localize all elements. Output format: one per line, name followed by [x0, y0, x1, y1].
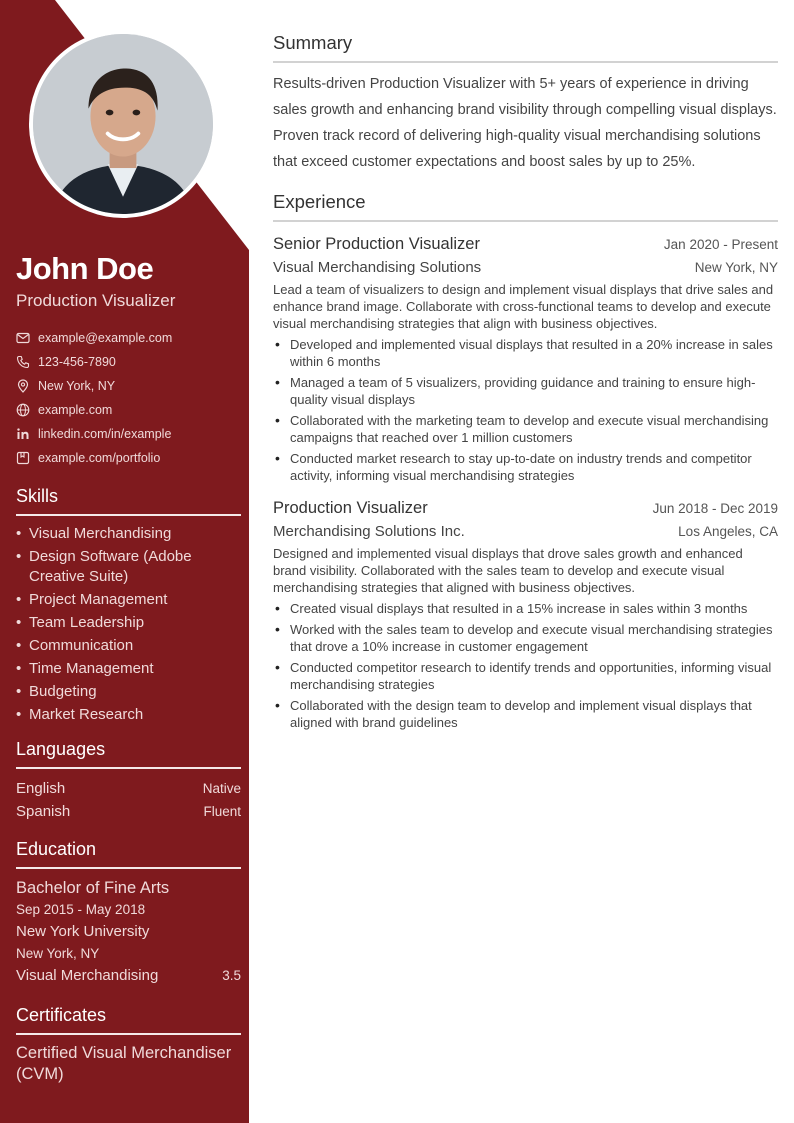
skill-item: • Communication — [16, 636, 241, 656]
candidate-title: Production Visualizer — [16, 291, 176, 310]
education-degree: Bachelor of Fine Arts — [16, 879, 170, 897]
achievement-item: • Created visual displays that resulted in a 15% increase in sales within 3 months — [273, 600, 778, 617]
job-company: Visual Merchandising Solutions — [273, 259, 482, 276]
language-name: English — [16, 780, 66, 797]
contact-portfolio-text: example.com/portfolio — [38, 451, 161, 465]
job-location: Los Angeles, CA — [678, 524, 778, 539]
skill-item: • Team Leadership — [16, 613, 241, 633]
skill-item: • Budgeting — [16, 682, 241, 702]
globe-icon — [16, 403, 30, 417]
contact-location-text: New York, NY — [38, 379, 116, 393]
education-school: New York University — [16, 923, 150, 940]
certificates-heading: Certificates — [16, 1003, 241, 1035]
job-company-row — [273, 520, 778, 543]
phone-icon — [16, 355, 30, 369]
education-heading: Education — [16, 837, 241, 869]
job-company-row — [273, 256, 778, 279]
achievement-item: • Collaborated with the design team to develop and implement visual displays that aligned with brand guidelines — [273, 697, 778, 731]
skill-item: • Design Software (Adobe Creative Suite) — [16, 547, 241, 587]
contact-email-text: example@example.com — [38, 331, 173, 345]
achievement-item: • Collaborated with the marketing team to develop and execute visual merchandising campaigns that reached over 1 million customers — [273, 412, 778, 446]
job-achievements — [273, 600, 778, 731]
job-dates: Jun 2018 - Dec 2019 — [652, 501, 778, 516]
education-field: Visual Merchandising — [16, 967, 159, 984]
languages-heading: Languages — [16, 737, 241, 769]
job-company: Merchandising Solutions Inc. — [273, 523, 465, 540]
location-pin-icon — [16, 379, 30, 393]
contact-website-text: example.com — [38, 403, 113, 417]
job-title: Senior Production Visualizer — [273, 235, 480, 253]
contact-portfolio[interactable] — [16, 446, 241, 470]
education-field-row — [16, 965, 241, 987]
job-description: Designed and implemented visual displays that drove sales growth and enhanced brand visibility. Collaborated with the sales team to develop and execute visual merchandising strategies that aligned with business objectives. — [273, 546, 743, 595]
contact-phone[interactable] — [16, 350, 241, 374]
achievement-item: • Worked with the sales team to develop and execute visual merchandising strategies that drove a 10% increase in customer engagement — [273, 621, 778, 655]
job-title: Production Visualizer — [273, 499, 428, 517]
skill-item: • Time Management — [16, 659, 241, 679]
languages-list — [16, 777, 241, 823]
skill-item: • Visual Merchandising — [16, 524, 241, 544]
contact-location — [16, 374, 241, 398]
job-achievements — [273, 336, 778, 484]
achievement-item: • Conducted market research to stay up-to-date on industry trends and competitor activity, informing visual merchandising strategies — [273, 450, 778, 484]
sidebar — [0, 0, 249, 1123]
language-row — [16, 777, 241, 800]
achievement-item: • Conducted competitor research to identify trends and opportunities, informing visual merchandising strategies — [273, 659, 778, 693]
skill-item: • Project Management — [16, 590, 241, 610]
experience-heading: Experience — [273, 189, 778, 222]
job-location: New York, NY — [694, 260, 778, 275]
achievement-item: • Developed and implemented visual displays that resulted in a 20% increase in sales within 6 months — [273, 336, 778, 370]
skill-item: • Market Research — [16, 705, 241, 725]
job-dates: Jan 2020 - Present — [663, 237, 778, 252]
job-description: Lead a team of visualizers to design and implement visual displays that drive sales and enhance brand image. Collaborate with cross-functional teams to develop and execute visual merchandising strategies that align with business objectives. — [273, 282, 774, 331]
job-header — [273, 232, 778, 256]
contact-email[interactable] — [16, 326, 241, 350]
contact-phone-text: 123-456-7890 — [38, 355, 116, 369]
experience-entry — [273, 232, 778, 484]
experience-entry — [273, 496, 778, 731]
achievement-item: • Managed a team of 5 visualizers, providing guidance and training to ensure high-quality visual displays — [273, 374, 778, 408]
linkedin-icon — [16, 427, 30, 441]
summary-heading: Summary — [273, 30, 778, 63]
sidebar-content — [16, 250, 241, 1085]
language-name: Spanish — [16, 803, 71, 820]
person-portrait-icon — [33, 34, 213, 214]
mail-icon — [16, 331, 30, 345]
language-level: Native — [202, 781, 241, 796]
profile-photo — [29, 30, 217, 218]
education-gpa: 3.5 — [222, 968, 241, 983]
contact-list — [16, 326, 241, 470]
contact-linkedin[interactable] — [16, 422, 241, 446]
skills-heading: Skills — [16, 484, 241, 516]
main-content — [273, 30, 778, 735]
certificate-item: Certified Visual Merchandiser (CVM) — [16, 1044, 232, 1083]
language-level: Fluent — [203, 804, 241, 819]
summary-text: Results-driven Production Visualizer with 5+ years of experience in driving sales growth and enhancing brand visibility through compelling visual displays. Proven track record of delivering high-quality visual merchandising solutions that exceed customer expectations and boost sales by up to 25%. — [273, 76, 777, 170]
skills-list — [16, 524, 241, 725]
job-header — [273, 496, 778, 520]
education-location: New York, NY — [16, 946, 100, 961]
language-row — [16, 800, 241, 823]
contact-website[interactable] — [16, 398, 241, 422]
portfolio-icon — [16, 451, 30, 465]
candidate-name: John Doe — [16, 251, 154, 286]
education-dates: Sep 2015 - May 2018 — [16, 902, 146, 917]
contact-linkedin-text: linkedin.com/in/example — [38, 427, 172, 441]
